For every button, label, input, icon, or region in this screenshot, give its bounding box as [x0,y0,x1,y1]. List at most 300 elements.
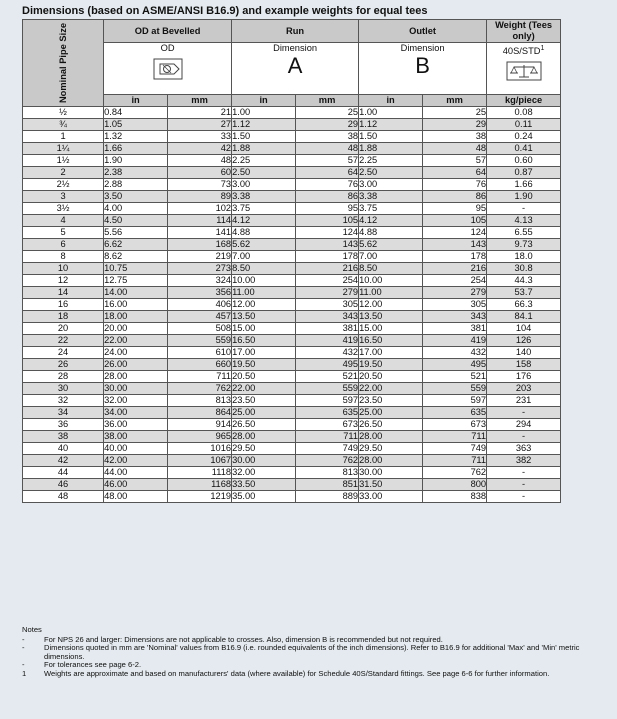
weight-cell: 140 [487,347,561,359]
outlet-in-cell: 33.00 [359,491,423,503]
od-in-cell: 30.00 [104,383,168,395]
run-in-cell: 1.50 [232,131,296,143]
nps-cell: 40 [23,443,104,455]
nps-cell: 24 [23,347,104,359]
table-row [23,419,561,431]
od-mm-cell: 660 [168,359,232,371]
od-in-cell: 3.50 [104,191,168,203]
run-mm-cell: 419 [296,335,359,347]
od-mm-cell: 324 [168,275,232,287]
weight-cell: 18.0 [487,251,561,263]
run-in-cell: 13.50 [232,311,296,323]
weight-cell: 0.41 [487,143,561,155]
nps-cell: 10 [23,263,104,275]
od-mm-cell: 1016 [168,443,232,455]
od-mm-cell: 1168 [168,479,232,491]
dimensions-table [22,19,561,503]
run-in-cell: 5.62 [232,239,296,251]
run-in-cell: 26.50 [232,419,296,431]
run-mm-cell: 216 [296,263,359,275]
od-mm-cell: 48 [168,155,232,167]
nps-cell: 32 [23,395,104,407]
outlet-in-cell: 19.50 [359,359,423,371]
od-in-cell: 38.00 [104,431,168,443]
run-in-cell: 29.50 [232,443,296,455]
nps-cell: 16 [23,299,104,311]
weight-cell: - [487,431,561,443]
table-row [23,155,561,167]
run-mm-cell: 38 [296,131,359,143]
od-mm-cell: 42 [168,143,232,155]
notes-heading: Notes [22,625,42,634]
run-in-cell: 35.00 [232,491,296,503]
outlet-mm-cell: 432 [423,347,487,359]
run-in-cell: 33.50 [232,479,296,491]
od-in-cell: 4.50 [104,215,168,227]
weight-footnote-marker: 1 [540,45,545,52]
nps-cell: 38 [23,431,104,443]
run-in-cell: 23.50 [232,395,296,407]
run-label: Dimension [273,43,318,53]
outlet-mm-cell: 57 [423,155,487,167]
od-in-cell: 2.38 [104,167,168,179]
nps-cell: 4 [23,215,104,227]
outlet-mm-cell: 38 [423,131,487,143]
outlet-in-cell: 1.50 [359,131,423,143]
outlet-mm-cell: 25 [423,107,487,119]
weight-cell: 231 [487,395,561,407]
nps-cell: ½ [23,107,104,119]
outlet-in-cell: 25.00 [359,407,423,419]
table-row [23,239,561,251]
od-in-cell: 1.66 [104,143,168,155]
od-in-cell: 20.00 [104,323,168,335]
outlet-mm-cell: 800 [423,479,487,491]
nps-cell: 30 [23,383,104,395]
unit-header: mm [296,95,359,107]
table-title: Dimensions (based on ASME/ANSI B16.9) and example weights for equal tees [22,5,428,17]
nps-header-label: Nominal Pipe Size [58,22,69,103]
outlet-in-cell: 1.12 [359,119,423,131]
table-row [23,443,561,455]
table-row [23,119,561,131]
weight-cell: 203 [487,383,561,395]
run-mm-cell: 432 [296,347,359,359]
nps-cell: 6 [23,239,104,251]
weight-cell: 1.90 [487,191,561,203]
outlet-in-cell: 26.50 [359,419,423,431]
nps-cell: 3½ [23,203,104,215]
table-row [23,179,561,191]
table-row [23,431,561,443]
nps-cell: 42 [23,455,104,467]
outlet-mm-cell: 216 [423,263,487,275]
run-in-cell: 17.00 [232,347,296,359]
od-in-cell: 46.00 [104,479,168,491]
od-mm-cell: 114 [168,215,232,227]
weight-cell: 176 [487,371,561,383]
run-subheader [232,43,359,95]
outlet-in-cell: 5.62 [359,239,423,251]
od-mm-cell: 457 [168,311,232,323]
od-mm-cell: 864 [168,407,232,419]
weight-cell: 382 [487,455,561,467]
weight-cell: 0.24 [487,131,561,143]
table-row [23,203,561,215]
od-in-cell: 42.00 [104,455,168,467]
od-in-cell: 1.05 [104,119,168,131]
od-mm-cell: 73 [168,179,232,191]
od-mm-cell: 914 [168,419,232,431]
outlet-in-cell: 15.00 [359,323,423,335]
weight-cell: 0.08 [487,107,561,119]
run-in-cell: 25.00 [232,407,296,419]
od-in-cell: 48.00 [104,491,168,503]
nps-cell: 5 [23,227,104,239]
nps-cell: 22 [23,335,104,347]
weight-cell: 126 [487,335,561,347]
outlet-mm-cell: 178 [423,251,487,263]
outlet-in-cell: 1.88 [359,143,423,155]
od-mm-cell: 1067 [168,455,232,467]
run-mm-cell: 29 [296,119,359,131]
outlet-in-cell: 3.38 [359,191,423,203]
od-mm-cell: 813 [168,395,232,407]
run-mm-cell: 254 [296,275,359,287]
outlet-mm-cell: 495 [423,359,487,371]
table-row [23,131,561,143]
nps-cell: 48 [23,491,104,503]
outlet-mm-cell: 143 [423,239,487,251]
od-mm-cell: 610 [168,347,232,359]
run-in-cell: 19.50 [232,359,296,371]
nps-cell: 1½ [23,155,104,167]
weight-cell: 66.3 [487,299,561,311]
table-row [23,359,561,371]
outlet-mm-cell: 86 [423,191,487,203]
note-marker: 1 [22,668,27,678]
nps-cell: 1¼ [23,143,104,155]
scale-icon [506,61,542,81]
od-in-cell: 1.90 [104,155,168,167]
run-in-cell: 1.00 [232,107,296,119]
table-row [23,143,561,155]
nps-cell: 14 [23,287,104,299]
weight-cell: 9.73 [487,239,561,251]
od-in-cell: 5.56 [104,227,168,239]
run-mm-cell: 559 [296,383,359,395]
od-mm-cell: 406 [168,299,232,311]
run-in-cell: 8.50 [232,263,296,275]
weight-cell: 158 [487,359,561,371]
table-row [23,395,561,407]
run-mm-cell: 813 [296,467,359,479]
od-mm-cell: 33 [168,131,232,143]
outlet-mm-cell: 762 [423,467,487,479]
run-in-cell: 3.00 [232,179,296,191]
outlet-mm-cell: 711 [423,455,487,467]
od-in-cell: 6.62 [104,239,168,251]
table-row [23,479,561,491]
outlet-mm-cell: 838 [423,491,487,503]
note-item [22,644,612,661]
nps-cell: 1 [23,131,104,143]
outlet-in-cell: 4.88 [359,227,423,239]
run-in-cell: 11.00 [232,287,296,299]
outlet-mm-cell: 711 [423,431,487,443]
outlet-subheader [359,43,487,95]
outlet-label: Dimension [400,43,445,53]
run-mm-cell: 762 [296,455,359,467]
od-in-cell: 28.00 [104,371,168,383]
run-in-cell: 4.12 [232,215,296,227]
run-in-cell: 3.38 [232,191,296,203]
weight-subheader [487,43,561,95]
od-in-cell: 8.62 [104,251,168,263]
weight-cell: - [487,203,561,215]
table-row [23,383,561,395]
run-mm-cell: 495 [296,359,359,371]
od-in-cell: 22.00 [104,335,168,347]
run-mm-cell: 343 [296,311,359,323]
outlet-group-header: Outlet [359,20,487,43]
outlet-in-cell: 30.00 [359,467,423,479]
run-mm-cell: 673 [296,419,359,431]
table-row [23,467,561,479]
unit-header: mm [423,95,487,107]
od-mm-cell: 762 [168,383,232,395]
run-mm-cell: 95 [296,203,359,215]
table-row [23,167,561,179]
run-mm-cell: 711 [296,431,359,443]
run-mm-cell: 749 [296,443,359,455]
od-in-cell: 2.88 [104,179,168,191]
outlet-in-cell: 2.25 [359,155,423,167]
note-item [22,670,612,679]
nps-cell: 12 [23,275,104,287]
table-row [23,263,561,275]
od-mm-cell: 1219 [168,491,232,503]
run-mm-cell: 851 [296,479,359,491]
run-in-cell: 20.50 [232,371,296,383]
od-mm-cell: 711 [168,371,232,383]
run-in-cell: 3.75 [232,203,296,215]
notes-section [22,626,612,679]
od-in-cell: 14.00 [104,287,168,299]
note-marker: - [22,660,25,670]
weight-cell: 0.60 [487,155,561,167]
run-mm-cell: 635 [296,407,359,419]
table-row [23,107,561,119]
run-mm-cell: 305 [296,299,359,311]
run-mm-cell: 889 [296,491,359,503]
table-row [23,335,561,347]
unit-header: in [359,95,423,107]
outlet-in-cell: 28.00 [359,455,423,467]
nps-cell: 3 [23,191,104,203]
run-mm-cell: 143 [296,239,359,251]
outlet-mm-cell: 279 [423,287,487,299]
run-mm-cell: 86 [296,191,359,203]
outlet-mm-cell: 381 [423,323,487,335]
weight-cell: 0.11 [487,119,561,131]
outlet-in-cell: 12.00 [359,299,423,311]
od-mm-cell: 273 [168,263,232,275]
note-marker: - [22,643,25,653]
outlet-mm-cell: 124 [423,227,487,239]
run-in-cell: 2.50 [232,167,296,179]
run-mm-cell: 64 [296,167,359,179]
weight-cell: - [487,407,561,419]
outlet-in-cell: 7.00 [359,251,423,263]
nps-cell: 20 [23,323,104,335]
table-row [23,215,561,227]
outlet-mm-cell: 559 [423,383,487,395]
unit-header: in [232,95,296,107]
nps-cell: 36 [23,419,104,431]
weight-label [487,43,560,57]
weight-cell: 104 [487,323,561,335]
weight-cell: 53.7 [487,287,561,299]
weight-group-header: Weight (Tees only) [487,20,561,43]
nps-cell: 46 [23,479,104,491]
od-in-cell: 16.00 [104,299,168,311]
outlet-in-cell: 13.50 [359,311,423,323]
outlet-in-cell: 4.12 [359,215,423,227]
table-row [23,191,561,203]
table-row [23,323,561,335]
outlet-in-cell: 8.50 [359,263,423,275]
outlet-mm-cell: 673 [423,419,487,431]
nps-header [23,20,104,107]
nps-cell: 8 [23,251,104,263]
units-row [23,95,561,107]
nps-cell: 34 [23,407,104,419]
od-mm-cell: 1118 [168,467,232,479]
table-row [23,407,561,419]
outlet-mm-cell: 64 [423,167,487,179]
od-in-cell: 26.00 [104,359,168,371]
run-in-cell: 32.00 [232,467,296,479]
od-mm-cell: 219 [168,251,232,263]
table-row [23,347,561,359]
od-in-cell: 0.84 [104,107,168,119]
od-in-cell: 44.00 [104,467,168,479]
weight-cell: 1.66 [487,179,561,191]
run-in-cell: 2.25 [232,155,296,167]
outlet-mm-cell: 305 [423,299,487,311]
run-in-cell: 7.00 [232,251,296,263]
weight-cell: - [487,479,561,491]
outlet-in-cell: 20.50 [359,371,423,383]
outlet-mm-cell: 76 [423,179,487,191]
outlet-mm-cell: 29 [423,119,487,131]
note-marker: - [22,634,25,644]
nps-cell: 28 [23,371,104,383]
table-row [23,227,561,239]
od-mm-cell: 141 [168,227,232,239]
run-mm-cell: 25 [296,107,359,119]
run-mm-cell: 57 [296,155,359,167]
outlet-mm-cell: 343 [423,311,487,323]
run-mm-cell: 597 [296,395,359,407]
outlet-letter: B [415,53,430,78]
outlet-in-cell: 28.00 [359,431,423,443]
note-text: Weights are approximate and based on manufacturers' data (where available) for Schedule 40S/Standard fittings. See page 6-6 for further information. [44,668,550,678]
table-row [23,455,561,467]
outlet-in-cell: 3.00 [359,179,423,191]
weight-cell: 363 [487,443,561,455]
table-row [23,251,561,263]
od-subheader [104,43,232,95]
weight-cell: 30.8 [487,263,561,275]
nps-cell: 26 [23,359,104,371]
outlet-mm-cell: 254 [423,275,487,287]
od-mm-cell: 102 [168,203,232,215]
weight-cell: - [487,491,561,503]
unit-header: mm [168,95,232,107]
od-in-cell: 24.00 [104,347,168,359]
outlet-mm-cell: 48 [423,143,487,155]
od-in-cell: 12.75 [104,275,168,287]
run-in-cell: 30.00 [232,455,296,467]
od-mm-cell: 965 [168,431,232,443]
outlet-mm-cell: 749 [423,443,487,455]
weight-label-text: 40S/STD [502,46,541,57]
run-mm-cell: 48 [296,143,359,155]
run-in-cell: 28.00 [232,431,296,443]
od-in-cell: 32.00 [104,395,168,407]
run-mm-cell: 521 [296,371,359,383]
outlet-in-cell: 22.00 [359,383,423,395]
table-row [23,299,561,311]
run-in-cell: 1.12 [232,119,296,131]
unit-header: in [104,95,168,107]
run-mm-cell: 178 [296,251,359,263]
table-body [23,107,561,503]
table-row [23,491,561,503]
outlet-in-cell: 1.00 [359,107,423,119]
outlet-mm-cell: 95 [423,203,487,215]
outlet-in-cell: 17.00 [359,347,423,359]
od-in-cell: 1.32 [104,131,168,143]
od-mm-cell: 508 [168,323,232,335]
table-row [23,371,561,383]
od-mm-cell: 168 [168,239,232,251]
weight-cell: 6.55 [487,227,561,239]
od-in-cell: 18.00 [104,311,168,323]
od-mm-cell: 89 [168,191,232,203]
outlet-mm-cell: 105 [423,215,487,227]
nps-cell: 18 [23,311,104,323]
run-in-cell: 12.00 [232,299,296,311]
weight-cell: 0.87 [487,167,561,179]
outlet-mm-cell: 419 [423,335,487,347]
od-label: OD [160,43,175,53]
run-mm-cell: 381 [296,323,359,335]
nps-cell: 44 [23,467,104,479]
note-text: For tolerances see page 6-2. [44,660,142,670]
run-in-cell: 15.00 [232,323,296,335]
outlet-in-cell: 11.00 [359,287,423,299]
nps-cell: 2½ [23,179,104,191]
od-in-cell: 36.00 [104,419,168,431]
run-letter: A [287,53,303,78]
od-mm-cell: 27 [168,119,232,131]
od-mm-cell: 21 [168,107,232,119]
outlet-in-cell: 29.50 [359,443,423,455]
weight-cell: 4.13 [487,215,561,227]
